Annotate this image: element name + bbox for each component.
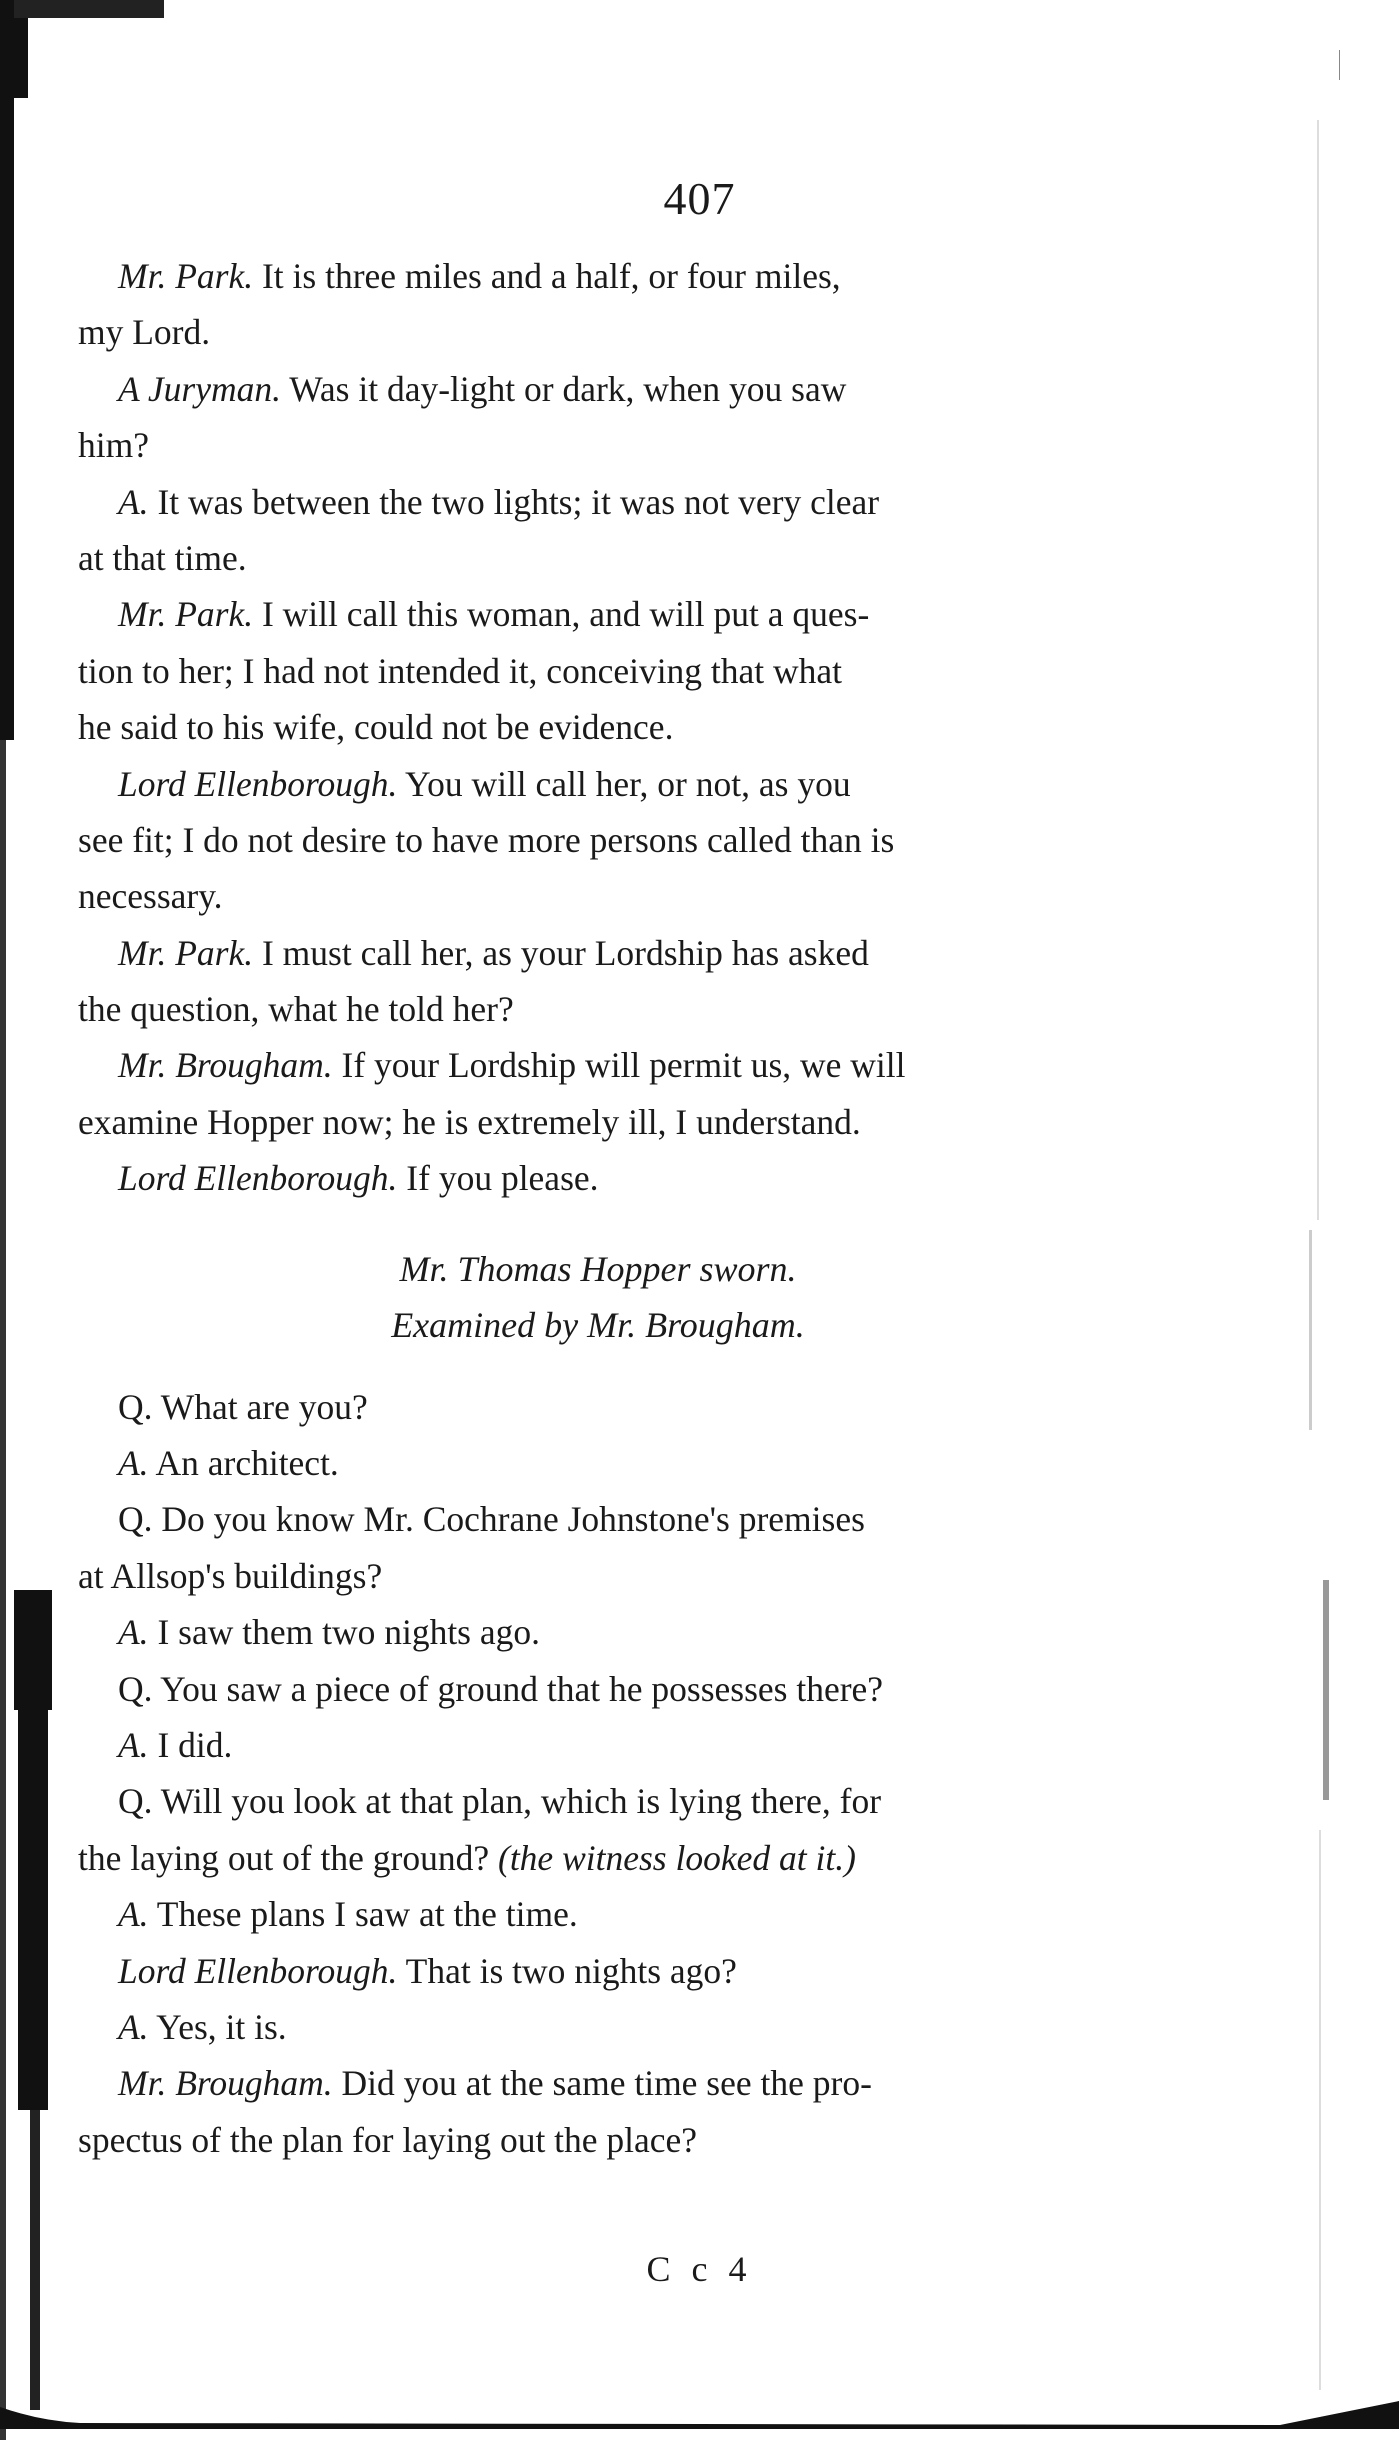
text-line: my Lord. [78,312,211,353]
text-line: A. These plans I saw at the time. [118,1894,578,1935]
speaker-name: Mr. Park. [118,932,254,973]
text-line: Mr. Brougham. If your Lordship will permit us, we will [118,1045,906,1086]
text-line: the laying out of the ground? (the witness looked at it.) [78,1837,856,1878]
text-line: A. I saw them two nights ago. [118,1612,540,1653]
right-page-edge [1279,0,1399,2429]
text-line: Lord Ellenborough. That is two nights ago? [118,1950,737,1991]
question-marker: Q. [118,1781,153,1822]
speaker-name: Mr. Brougham. [118,1045,333,1086]
text-line: tion to her; I had not intended it, conceiving that what [78,650,843,691]
question-marker: Q. [118,1386,153,1427]
text-line: A. Yes, it is. [118,2006,287,2047]
text-line: spectus of the plan for laying out the place? [78,2119,698,2160]
document-body [78,248,1118,2168]
speaker-name: Mr. Brougham. [118,2063,333,2104]
speaker-name: A Juryman. [118,368,282,409]
signature-mark: C c 4 [646,2249,753,2289]
text-line: at Allsop's buildings? [78,1555,383,1596]
text-line: necessary. [78,876,223,917]
text-line: Lord Ellenborough. If you please. [118,1158,599,1199]
text-line: A. I did. [118,1724,233,1765]
left-binding-edge [0,0,58,2429]
answer-marker: A. [118,2006,149,2047]
answer-marker: A. [118,1894,149,1935]
text-line: the question, what he told her? [78,989,514,1030]
text-line: him? [78,425,149,466]
text-line: Q. Will you look at that plan, which is lying there, for [118,1781,882,1822]
text-line: A. It was between the two lights; it was not very clear [118,481,880,522]
text-line: he said to his wife, could not be evidence. [78,707,674,748]
speaker-name: Lord Ellenborough. [118,1158,398,1199]
text-line: Q. What are you? [118,1386,368,1427]
text-line: at that time. [78,537,247,578]
text-line: Mr. Park. I will call this woman, and will put a ques- [118,594,870,635]
text-line: Q. Do you know Mr. Cochrane Johnstone's premises [118,1499,865,1540]
speaker-name: Mr. Park. [118,594,254,635]
text-line: Lord Ellenborough. You will call her, or not, as you [118,763,851,804]
text-line: Mr. Brougham. Did you at the same time see the pro- [118,2063,872,2104]
text-line: Mr. Park. It is three miles and a half, or four miles, [118,256,841,296]
answer-marker: A. [118,1612,149,1653]
text-line: Mr. Park. I must call her, as your Lordship has asked [118,932,869,973]
witness-heading: Mr. Thomas Hopper sworn. [399,1248,797,1289]
answer-marker: A. [118,1443,149,1484]
text-line: Q. You saw a piece of ground that he possesses there? [118,1668,884,1709]
speaker-name: Mr. Park. [118,256,254,296]
text-line: A Juryman. Was it day-light or dark, when you saw [118,368,847,409]
speaker-name: Lord Ellenborough. [118,1950,398,1991]
text-line: A. An architect. [118,1443,339,1484]
text-line: see fit; I do not desire to have more persons called than is [78,819,895,860]
answer-marker: A. [118,1724,149,1765]
question-marker: Q. [118,1668,153,1709]
stage-direction: (the witness looked at it.) [498,1837,856,1878]
page-number: 407 [663,173,736,224]
examination-heading: Examined by Mr. Brougham. [391,1304,805,1345]
bottom-page-edge [0,2399,1399,2429]
question-marker: Q. [118,1499,153,1540]
speaker-name: Lord Ellenborough. [118,763,398,804]
answer-marker: A. [118,481,149,522]
text-line: examine Hopper now; he is extremely ill, I understand. [78,1101,861,1142]
